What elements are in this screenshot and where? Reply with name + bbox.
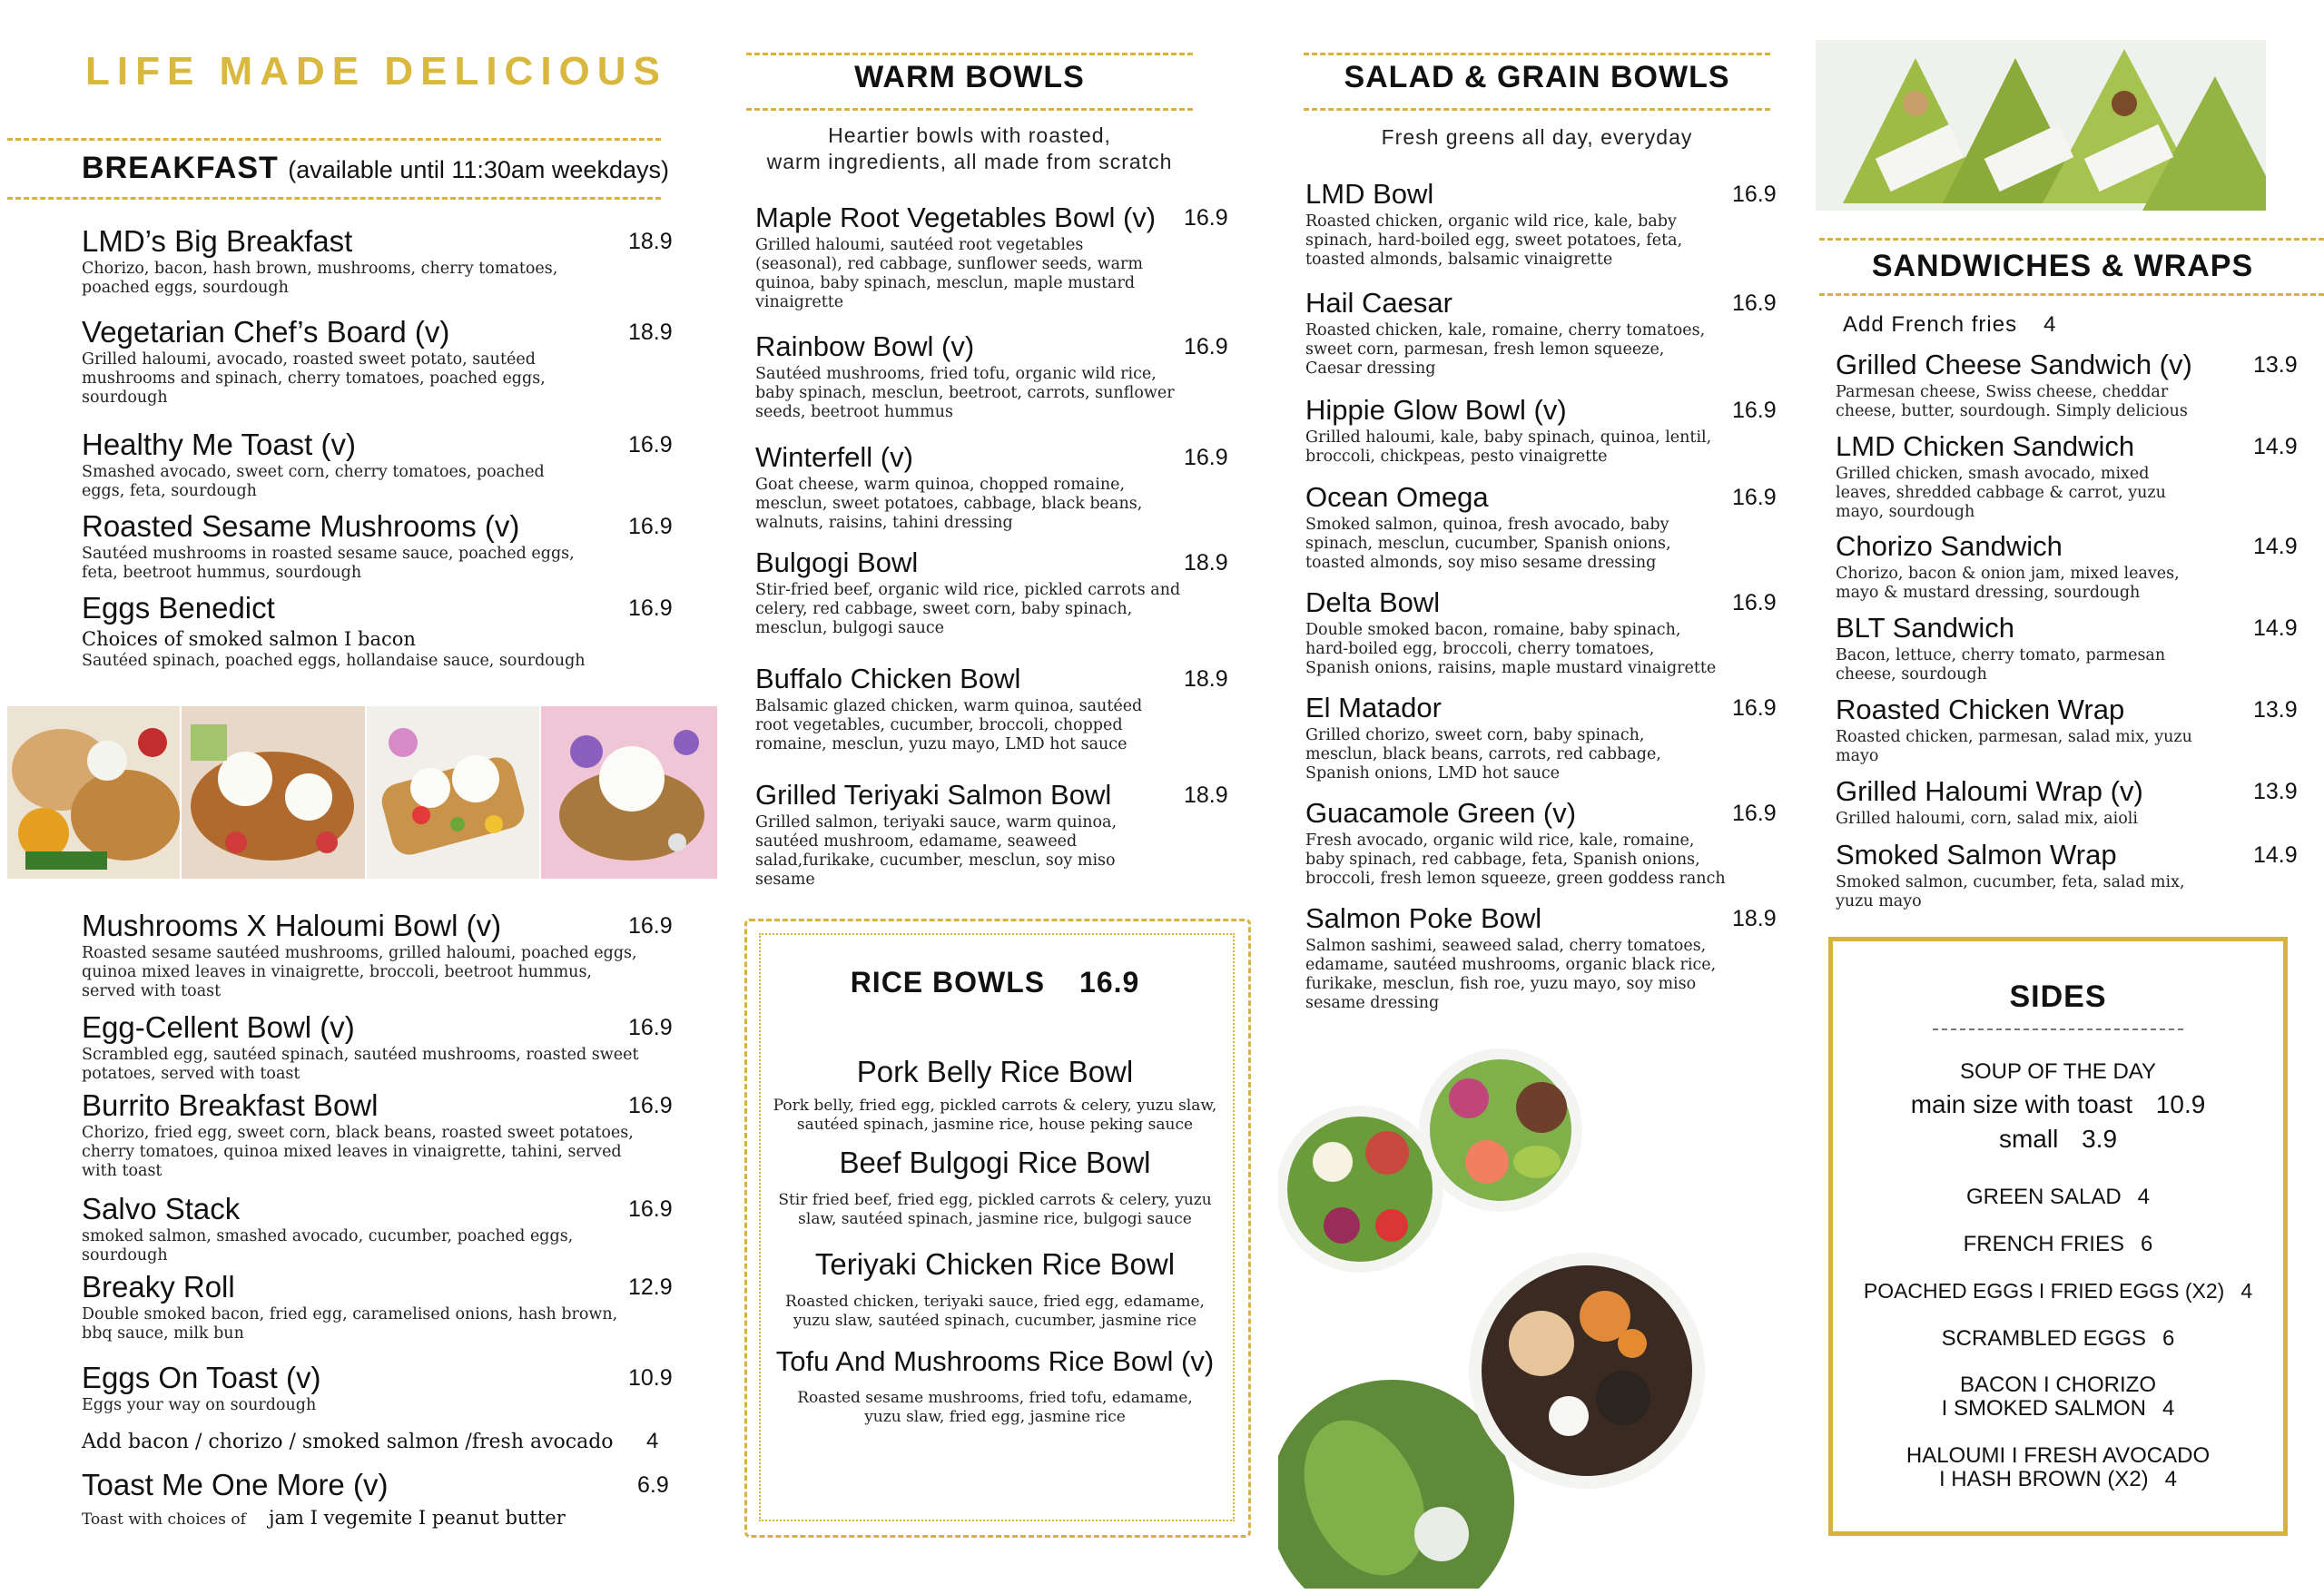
breakfast-title: BREAKFAST (available until 11:30am weekdays) xyxy=(82,151,669,185)
menu-item: LMD Chicken Sandwich 14.9 Grilled chicken, smash avocado, mixed leaves, shredded cabbage & carrot, yuzu mayo, sourdough xyxy=(1836,430,2298,521)
salad-subtitle: Fresh greens all day, everyday xyxy=(1381,125,1693,149)
sides-soup: SOUP OF THE DAY xyxy=(1959,1059,2157,1084)
menu-item: Eggs On Toast (v) 10.9 Eggs your way on sourdough xyxy=(82,1361,673,1414)
sides-line: BACON I CHORIZO I SMOKED SALMON 4 xyxy=(1941,1373,2175,1421)
menu-item: Roasted Chicken Wrap 13.9 Roasted chicken, parmesan, salad mix, yuzu mayo xyxy=(1836,694,2298,765)
menu-item: Ocean Omega 16.9 Smoked salmon, quinoa, fresh avocado, baby spinach, mesclun, cucumber, Spanish onions, toasted almonds, soy miso sesame dressing xyxy=(1305,481,1777,572)
menu-item: LMD Bowl 16.9 Roasted chicken, organic wild rice, kale, baby spinach, hard-boiled egg, sweet potatoes, feta, toasted almonds, balsamic vinaigrette xyxy=(1305,178,1777,269)
menu-item: Buffalo Chicken Bowl 18.9 Balsamic glazed chicken, warm quinoa, sautéed root vegetables, cucumber, broccoli, chopped romaine, mesclun, yuzu mayo, LMD hot sauce xyxy=(755,663,1228,753)
menu-item: Burrito Breakfast Bowl 16.9 Chorizo, fried egg, sweet corn, black beans, roasted sweet potatoes, cherry tomatoes, quinoa mixed leaves in vinaigrette, tahini, served with toast xyxy=(82,1088,673,1180)
menu-item: Bulgogi Bowl 18.9 Stir-fried beef, organic wild rice, pickled carrots and celery, red cabbage, sweet corn, baby spinach, mesclun, bulgogi sauce xyxy=(755,546,1228,637)
breakfast-photo-1 xyxy=(7,706,180,879)
menu-item: Winterfell (v) 16.9 Goat cheese, warm quinoa, chopped romaine, mesclun, sweet potatoes, cabbage, black beans, walnuts, raisins, tahini dressing xyxy=(755,441,1228,532)
sandwich-title: SANDWICHES & WRAPS xyxy=(1871,249,2254,283)
addon-line: Add bacon / chorizo / smoked salmon /fresh avocado 4 xyxy=(82,1429,659,1453)
menu-item: Salvo Stack 16.9 smoked salmon, smashed avocado, cucumber, poached eggs, sourdough xyxy=(82,1192,673,1264)
menu-item: Breaky Roll 12.9 Double smoked bacon, fried egg, caramelised onions, hash brown, bbq sauce, milk bun xyxy=(82,1270,673,1343)
menu-item: Mushrooms X Haloumi Bowl (v) 16.9 Roasted sesame sautéed mushrooms, grilled haloumi, poached eggs, quinoa mixed leaves in vinaigrette, broccoli, beetroot hummus, served with toast xyxy=(82,909,673,1000)
warm-title: WARM BOWLS xyxy=(854,60,1085,94)
rice-item: Tofu And Mushrooms Rice Bowl (v) Roasted sesame mushrooms, fried tofu, edamame, yuzu slaw, fried egg, jasmine rice xyxy=(775,1345,1215,1426)
menu-item: Vegetarian Chef’s Board (v) 18.9 Grilled haloumi, avocado, roasted sweet potato, sautéed mushrooms and spinach, cherry tomatoes, poached eggs, sourdough xyxy=(82,315,673,407)
sides-title: SIDES xyxy=(2009,979,2107,1014)
menu-item: Toast Me One More (v) 6.9 Toast with choices of jam I vegemite I peanut butter xyxy=(82,1468,669,1529)
rice-title: RICE BOWLS 16.9 xyxy=(850,966,1140,999)
menu-item: Rainbow Bowl (v) 16.9 Sautéed mushrooms, fried tofu, organic wild rice, baby spinach, mesclun, beetroot, carrots, sunflower seeds, beetroot hummus xyxy=(755,330,1228,421)
menu-item: Hippie Glow Bowl (v) 16.9 Grilled haloumi, kale, baby spinach, quinoa, lentil, broccoli, chickpeas, pesto vinaigrette xyxy=(1305,394,1777,466)
sides-line: GREEN SALAD 4 xyxy=(1965,1185,2151,1209)
rice-item: Teriyaki Chicken Rice Bowl Roasted chicken, teriyaki sauce, fried egg, edamame, yuzu slaw, sautéed spinach, cucumber, jasmine rice xyxy=(785,1247,1205,1330)
breakfast-note: (available until 11:30am weekdays) xyxy=(288,156,669,183)
sides-line: FRENCH FRIES 6 xyxy=(1963,1232,2153,1256)
rice-price: 16.9 xyxy=(1079,966,1140,999)
menu-item: Smoked Salmon Wrap 14.9 Smoked salmon, cucumber, feta, salad mix, yuzu mayo xyxy=(1836,839,2298,910)
menu-item: Grilled Haloumi Wrap (v) 13.9 Grilled haloumi, corn, salad mix, aioli xyxy=(1836,775,2298,828)
menu-item: Roasted Sesame Mushrooms (v) 16.9 Sautéed mushrooms in roasted sesame sauce, poached eggs, feta, beetroot hummus, sourdough xyxy=(82,509,673,582)
rice-item: Beef Bulgogi Rice Bowl Stir fried beef, fried egg, pickled carrots & celery, yuzu slaw, sautéed spinach, jasmine rice, bulgogi sauce xyxy=(778,1146,1212,1228)
brand-title: LIFE MADE DELICIOUS xyxy=(85,49,667,93)
menu-item: LMD’s Big Breakfast 18.9 Chorizo, bacon, hash brown, mushrooms, cherry tomatoes, poached eggs, sourdough xyxy=(82,224,673,297)
menu-item: BLT Sandwich 14.9 Bacon, lettuce, cherry tomato, parmesan cheese, sourdough xyxy=(1836,612,2298,684)
warm-subtitle: Heartier bowls with roasted, warm ingredients, all made from scratch xyxy=(766,123,1173,173)
sides-soup-main: main size with toast 10.9 xyxy=(1910,1090,2206,1118)
salad-bowls-photo xyxy=(1278,1044,1714,1589)
menu-item: Eggs Benedict 16.9 Choices of smoked salmon I bacon Sautéed spinach, poached eggs, hollandaise sauce, sourdough xyxy=(82,591,673,670)
menu-item: Maple Root Vegetables Bowl (v) 16.9 Grilled haloumi, sautéed root vegetables (seasonal), red cabbage, sunflower seeds, warm quinoa, baby spinach, mesclun, maple mustard vinaigrette xyxy=(755,202,1228,311)
salad-title: SALAD & GRAIN BOWLS xyxy=(1344,60,1730,94)
menu-item: Salmon Poke Bowl 18.9 Salmon sashimi, seaweed salad, cherry tomatoes, edamame, sautéed mushrooms, organic black rice, furikake, mesclun, fish roe, yuzu mayo, soy miso sesame dressing xyxy=(1305,902,1777,1012)
menu-item: Chorizo Sandwich 14.9 Chorizo, bacon & onion jam, mixed leaves, mayo & mustard dressing, sourdough xyxy=(1836,530,2298,602)
menu-item: Hail Caesar 16.9 Roasted chicken, kale, romaine, cherry tomatoes, sweet corn, parmesan, fresh lemon squeeze, Caesar dressing xyxy=(1305,287,1777,378)
sides-soup-small: small 3.9 xyxy=(1998,1125,2118,1153)
sides-divider xyxy=(1933,1028,2183,1030)
sides-line: POACHED EGGS I FRIED EGGS (X2) 4 xyxy=(1863,1279,2253,1303)
sides-line: SCRAMBLED EGGS 6 xyxy=(1941,1326,2175,1351)
menu-item: Healthy Me Toast (v) 16.9 Smashed avocado, sweet corn, cherry tomatoes, poached eggs, feta, sourdough xyxy=(82,428,673,500)
breakfast-photo-4 xyxy=(541,706,717,879)
fries-addon: Add French fries 4 xyxy=(1843,312,2056,337)
menu-item: Delta Bowl 16.9 Double smoked bacon, romaine, baby spinach, hard-boiled egg, broccoli, cherry tomatoes, Spanish onions, raisins, maple mustard vinaigrette xyxy=(1305,586,1777,677)
breakfast-photo-3 xyxy=(367,706,539,879)
menu-item: Guacamole Green (v) 16.9 Fresh avocado, organic wild rice, kale, romaine, baby spinach, red cabbage, feta, Spanish onions, broccoli, fresh lemon squeeze, green goddess ranch xyxy=(1305,797,1777,888)
rice-item: Pork Belly Rice Bowl Pork belly, fried egg, pickled carrots & celery, yuzu slaw, sautéed spinach, jasmine rice, house peking sauce xyxy=(773,1055,1217,1134)
menu-item: Grilled Teriyaki Salmon Bowl 18.9 Grilled salmon, teriyaki sauce, warm quinoa, sautéed mushroom, edamame, seaweed salad,furikake, cucumber, mesclun, soy miso sesame xyxy=(755,779,1228,889)
menu-item: Egg-Cellent Bowl (v) 16.9 Scrambled egg, sautéed spinach, sautéed mushrooms, roasted sweet potatoes, served with toast xyxy=(82,1010,673,1083)
menu-item: El Matador 16.9 Grilled chorizo, sweet corn, baby spinach, mesclun, black beans, carrots, red cabbage, Spanish onions, LMD hot sauce xyxy=(1305,692,1777,782)
sides-frame xyxy=(1828,937,2288,1536)
wraps-photo xyxy=(1816,40,2266,211)
breakfast-photo-2 xyxy=(182,706,365,879)
menu-item: Grilled Cheese Sandwich (v) 13.9 Parmesan cheese, Swiss cheese, cheddar cheese, butter, sourdough. Simply delicious xyxy=(1836,349,2298,420)
sides-line: HALOUMI I FRESH AVOCADO I HASH BROWN (X2) 4 xyxy=(1905,1443,2211,1491)
